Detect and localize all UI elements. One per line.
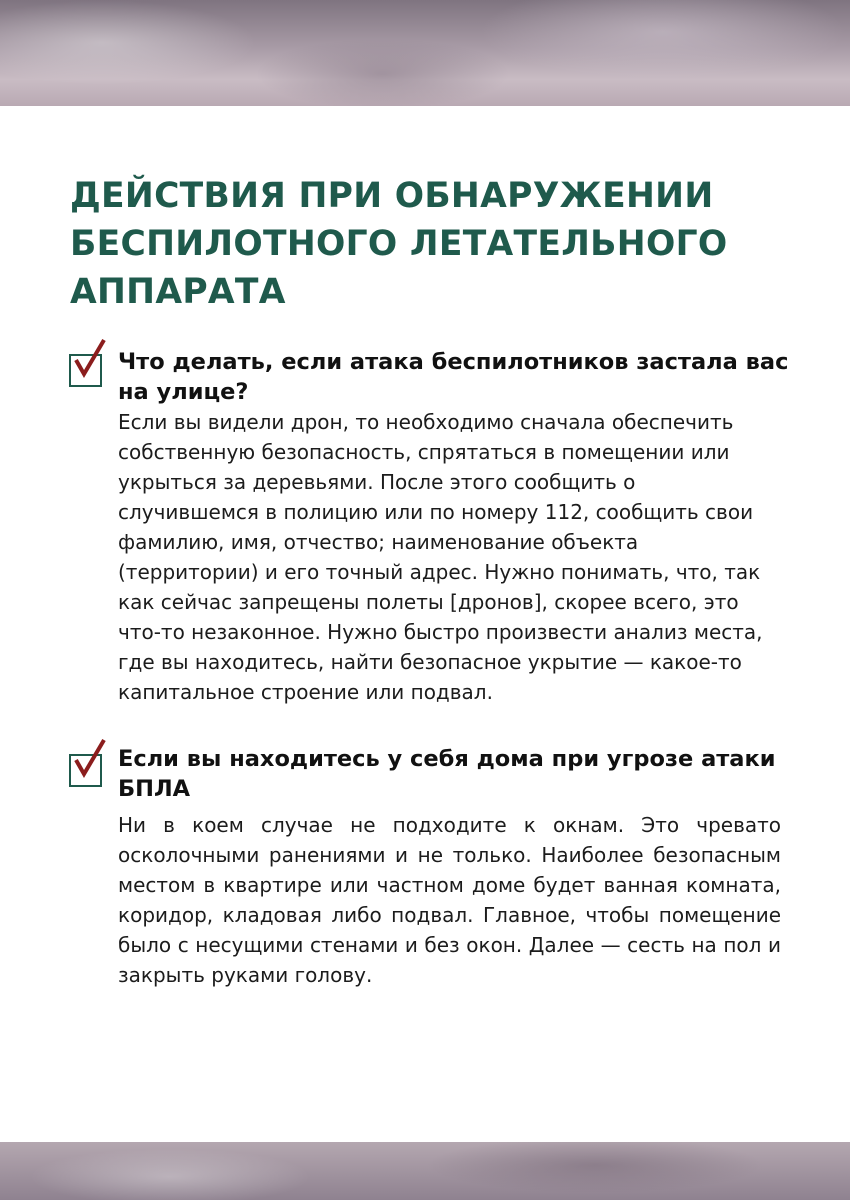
- header-sky-image: [0, 0, 850, 106]
- section-heading-street: Что делать, если атака беспилотников застала вас на улице?: [118, 349, 789, 405]
- checkmark-icon: [72, 738, 110, 784]
- footer-sky-image: [0, 1142, 850, 1200]
- section-body-street: Если вы видели дрон, то необходимо сначала обеспечить собственную безопасность, спрятаться в помещении или укрыться за деревьями. После этого сообщить о случившемся в полицию или по номеру 112, сообщить свои фамилию, имя, отчество; наименование объекта (территории) и его точный адрес. Нужно понимать, что, так как сейчас запрещены полеты [дронов], скорее всего, это что-то незаконное. Нужно быстро произвести анализ места, где вы находитесь, найти безопасное укрытие — какое-то капитальное строение или подвал.: [118, 410, 763, 704]
- page-title: ДЕЙСТВИЯ ПРИ ОБНАРУЖЕНИИ БЕСПИЛОТНОГО ЛЕТАТЕЛЬНОГО АППАРАТА: [70, 176, 728, 312]
- section-body-home: Ни в коем случае не подходите к окнам. Это чревато осколочными ранениями и не только. Наиболее безопасным местом в квартире или частном доме будет ванная комната, коридор, кладовая либо подвал. Главное, чтобы помещение было с несущими стенами и без окон. Далее — сесть на пол и закрыть руками голову.: [118, 813, 781, 987]
- section-heading-home: Если вы находитесь у себя дома при угрозе атаки БПЛА: [118, 746, 776, 802]
- checkmark-icon: [72, 338, 110, 384]
